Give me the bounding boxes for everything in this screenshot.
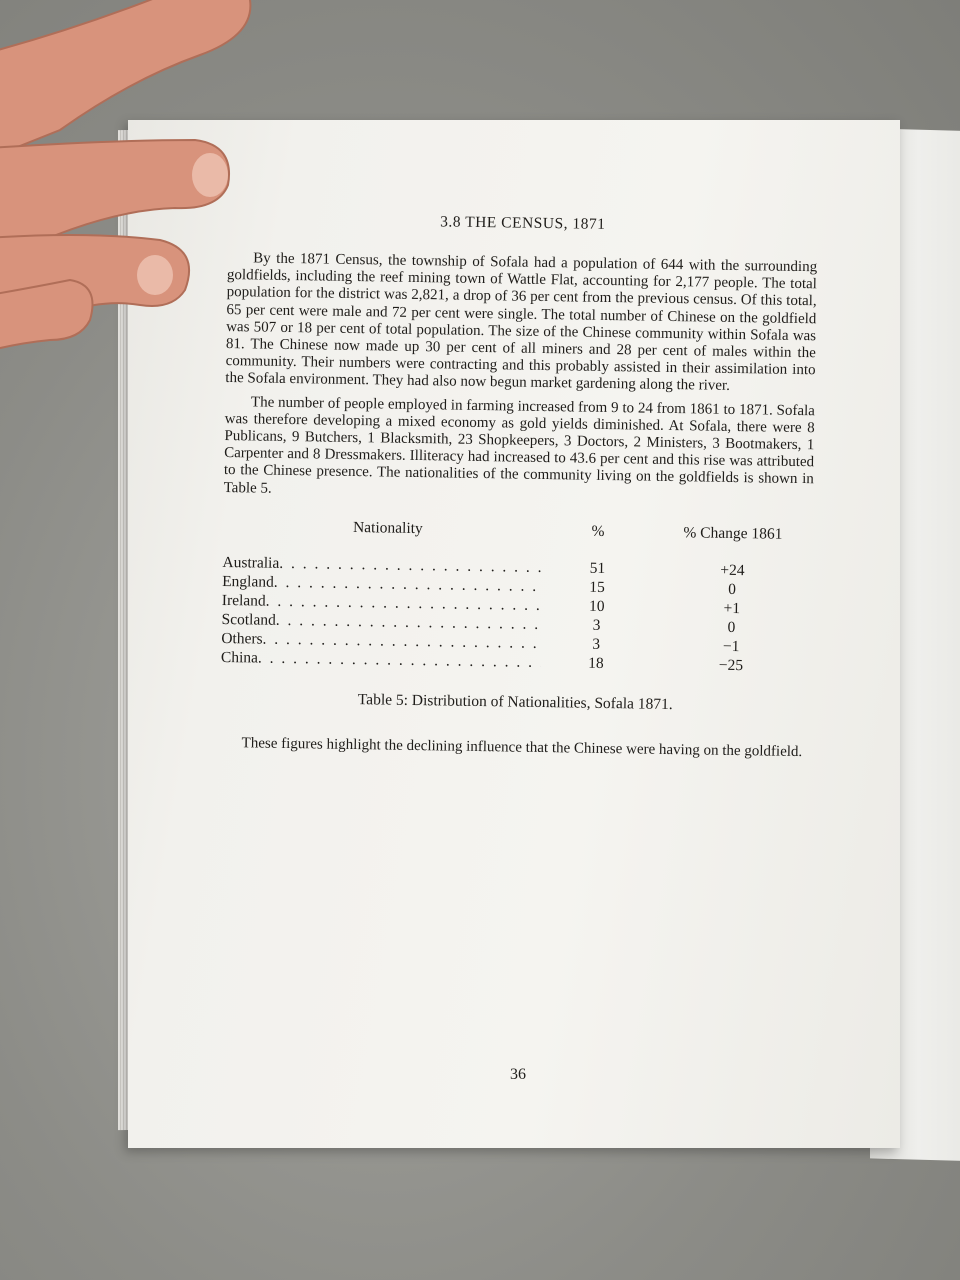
table-caption: Table 5: Distribution of Nationalities, Sofala 1871. — [357, 690, 673, 713]
percent-cell: 10 — [588, 597, 605, 615]
header-change: % Change 1861 — [683, 524, 783, 543]
nationality-label: Australia — [222, 553, 280, 572]
change-cell: −25 — [718, 656, 744, 674]
paragraph-2: The number of people employed in farming increased from 9 to 24 from 1861 to 1871. Sofala was therefore developing a mixed economy as gold yields diminished. At Sofala, there were 8 Publicans, 9 Butchers, 1 Blacksmith, 23 Shopkeepers, 3 Doctors, 2 Ministers, 3 Bootmakers, 1 Carpenter and 8 Dressmakers. Illiteracy had increased to 43.6 per cent and this rise was attributed to the Chinese presence. The nationalities of the community living on the goldfields is shown in Table 5. — [223, 394, 816, 497]
header-percent: % — [591, 522, 605, 540]
percent-cell: 15 — [589, 578, 606, 596]
paragraph-1: By the 1871 Census, the township of Sofala had a population of 644 with the surrounding goldfields, including the reef mining town of Wattle Flat, accounting for 2,177 people. The total population for the district was 2,821, a drop of 36 per cent from the previous census. Of this total, 65 per cent were male and 72 per cent were single. The total number of Chinese on the goldfield was 507 or 18 per cent of total population. The size of the Chinese community within Sofala was 81. The Chinese now made up 30 per cent of all miners and 28 per cent of males within the community. Their numbers were contracting and this probably assisted in their assimilation into the Sofala environment. They had also now begun market gardening along the river. — [225, 250, 818, 395]
percent-cell: 18 — [588, 654, 604, 672]
table-body — [221, 553, 813, 676]
hand-image — [0, 0, 280, 380]
nationality-table — [221, 517, 813, 676]
page-content — [219, 210, 818, 767]
dot-leader — [258, 648, 541, 671]
change-cell: +24 — [720, 561, 745, 580]
nationality-label: Ireland — [221, 591, 266, 610]
header-nationality: Nationality — [352, 518, 423, 537]
percent-cell: 3 — [592, 635, 601, 653]
nationality-label: China — [220, 648, 259, 667]
nationality-cell — [221, 648, 541, 672]
change-cell: −1 — [722, 637, 740, 655]
page-number: 36 — [510, 1066, 526, 1083]
change-cell: 0 — [728, 580, 737, 598]
section-title: 3.8 THE CENSUS, 1871 — [440, 213, 606, 233]
percent-cell: 51 — [589, 559, 606, 577]
change-cell: 0 — [727, 618, 736, 636]
percent-cell: 3 — [592, 616, 601, 634]
nationality-label: Scotland — [221, 610, 276, 629]
nationality-label: England — [222, 572, 274, 591]
nationality-label: Others — [221, 629, 263, 648]
closing-paragraph: These figures highlight the declining influence that the Chinese were having on the goldfield. — [241, 735, 803, 760]
change-cell: +1 — [723, 599, 741, 617]
